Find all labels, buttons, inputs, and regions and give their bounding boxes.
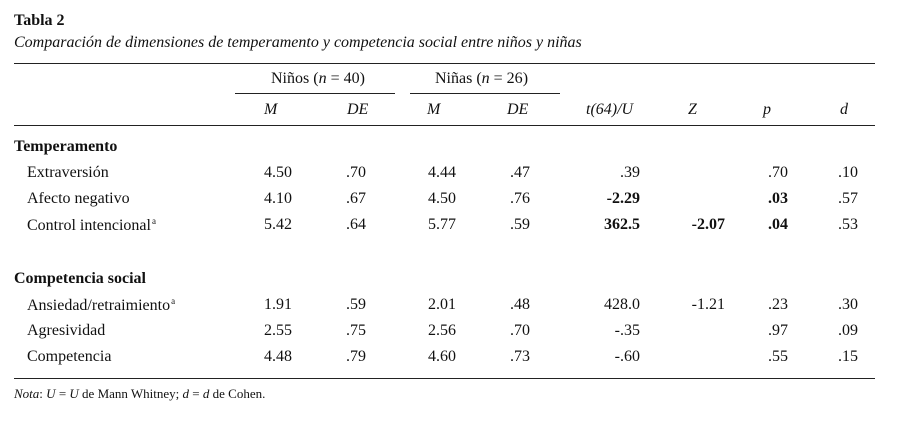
cell-t-u: -.35: [614, 322, 640, 339]
cell-d: .10: [838, 164, 858, 181]
col-header-de2: DE: [507, 101, 529, 118]
table-title: Tabla 2: [14, 12, 65, 29]
bottom-rule: [14, 378, 875, 379]
cell-d: .57: [838, 190, 858, 207]
cell-de-ninas: .59: [510, 216, 530, 233]
cell-de-ninos: .79: [346, 348, 366, 365]
cell-de-ninas: .76: [510, 190, 530, 207]
row-label-control-intencional: Control intencional$^a$: [27, 216, 156, 234]
cell-m-ninas: 2.01: [428, 296, 456, 313]
cell-de-ninos: .75: [346, 322, 366, 339]
cell-p: .70: [768, 164, 788, 181]
cell-p: .97: [768, 322, 788, 339]
row-label-afecto-negativo: Afecto negativo: [27, 190, 130, 207]
cell-p: .55: [768, 348, 788, 365]
top-rule: [14, 63, 875, 64]
cell-m-ninas: 4.60: [428, 348, 456, 365]
col-header-m1: M: [264, 101, 278, 118]
cell-t-u: 428.0: [604, 296, 640, 313]
cell-p: .04: [768, 216, 788, 233]
col-header-z: Z: [688, 101, 697, 118]
cell-de-ninos: .64: [346, 216, 366, 233]
group-header-ninos: Niños (n = 40): [271, 70, 365, 87]
cell-m-ninos: 1.91: [264, 296, 292, 313]
cell-t-u: 362.5: [604, 216, 640, 233]
row-label-extraversion: Extraversión: [27, 164, 109, 181]
col-header-t-u: t(64)/U: [586, 101, 634, 118]
cell-de-ninos: .70: [346, 164, 366, 181]
cell-m-ninas: 5.77: [428, 216, 456, 233]
cell-m-ninos: 5.42: [264, 216, 292, 233]
col-header-d: d: [840, 101, 848, 118]
cell-de-ninas: .73: [510, 348, 530, 365]
cell-m-ninos: 4.48: [264, 348, 292, 365]
col-header-de1: DE: [347, 101, 369, 118]
cell-t-u: -2.29: [606, 190, 640, 207]
table-note: Nota: U = U de Mann Whitney; d = d de Cohen.: [14, 386, 266, 401]
col-header-m2: M: [427, 101, 441, 118]
row-label-agresividad: Agresividad: [27, 322, 106, 339]
section-temperamento: Temperamento: [14, 138, 118, 155]
header-rule: [14, 125, 875, 126]
footnote-marker: a: [171, 296, 176, 306]
cell-d: .15: [838, 348, 858, 365]
row-label-ansiedad: Ansiedad/retraimiento$^a$: [27, 296, 176, 314]
cell-de-ninas: .48: [510, 296, 530, 313]
row-label-competencia: Competencia: [27, 348, 112, 365]
cell-t-u: -.60: [614, 348, 640, 365]
cell-m-ninas: 2.56: [428, 322, 456, 339]
cell-m-ninos: 2.55: [264, 322, 292, 339]
cell-de-ninos: .67: [346, 190, 366, 207]
cell-de-ninas: .70: [510, 322, 530, 339]
group-rule-ninos: [235, 93, 395, 94]
cell-m-ninas: 4.44: [428, 164, 456, 181]
cell-p: .03: [768, 190, 788, 207]
footnote-marker: a: [151, 216, 156, 226]
cell-p: .23: [768, 296, 788, 313]
cell-de-ninos: .59: [346, 296, 366, 313]
table-subtitle: Comparación de dimensiones de temperamento y competencia social entre niños y niñas: [14, 34, 582, 51]
cell-d: .30: [838, 296, 858, 313]
cell-de-ninas: .47: [510, 164, 530, 181]
section-competencia-social: Competencia social: [14, 270, 146, 287]
cell-m-ninos: 4.50: [264, 164, 292, 181]
cell-z: -1.21: [691, 296, 725, 313]
group-header-ninas: Niñas (n = 26): [435, 70, 529, 87]
cell-m-ninas: 4.50: [428, 190, 456, 207]
cell-m-ninos: 4.10: [264, 190, 292, 207]
cell-d: .09: [838, 322, 858, 339]
group-rule-ninas: [410, 93, 560, 94]
cell-d: .53: [838, 216, 858, 233]
cell-z: -2.07: [691, 216, 725, 233]
cell-t-u: .39: [620, 164, 640, 181]
col-header-p: p: [763, 101, 771, 118]
